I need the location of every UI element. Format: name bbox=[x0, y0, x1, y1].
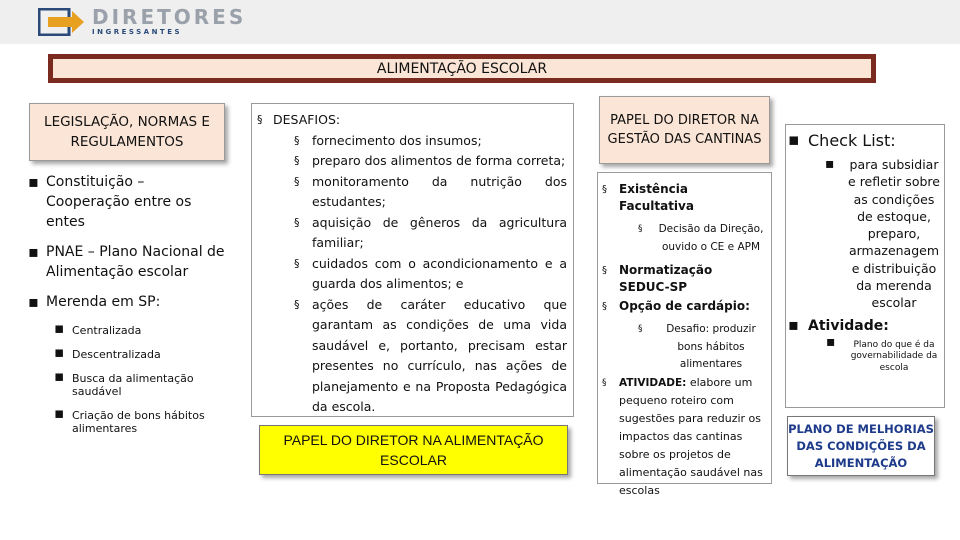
logo-word: DIRETORES bbox=[92, 5, 247, 29]
checklist-box bbox=[785, 124, 945, 408]
activity-heading: ▪ Atividade: bbox=[788, 316, 942, 336]
improvement-plan-text: PLANO DE MELHORIAS DAS CONDIÇÕES DA ALIMENTAÇÃO bbox=[788, 421, 934, 470]
list-subitem: ▪ Descentralizada bbox=[54, 348, 228, 361]
director-role-callout bbox=[259, 425, 568, 475]
activity-text: elabore um pequeno roteiro com sugestões para reduzir os impactos das cantinas sobre os projetos de alimentação saudável nas escolas bbox=[619, 375, 763, 497]
page-title: ALIMENTAÇÃO ESCOLAR bbox=[376, 60, 548, 77]
logo-subtitle: INGRESSANTES bbox=[92, 28, 183, 36]
list-subitem: ▪ Busca da alimentação saudável bbox=[54, 372, 228, 398]
legislation-heading-box bbox=[29, 103, 225, 161]
challenge-item: § ações de caráter educativo que garantam as condições de uma vida saudável e, portanto, precisam estar presentes no currículo, nas ações de planejamento e na Proposta Pedagógica da escola. bbox=[257, 295, 567, 418]
challenge-item: § preparo dos alimentos de forma correta; bbox=[257, 151, 567, 172]
activity-item bbox=[602, 374, 766, 500]
challenges-box bbox=[251, 103, 574, 417]
checklist-item: ▪ para subsidiar e refletir sobre as condições de estoque, preparo, armazenagem e distribuição da merenda escolar bbox=[788, 156, 942, 312]
list-item: ▪ PNAE – Plano Nacional de Alimentação escolar bbox=[28, 242, 228, 282]
list-subitem: § Desafio: produzir bons hábitos alimentares bbox=[602, 321, 766, 374]
challenge-item: § aquisição de gêneros da agricultura familiar; bbox=[257, 213, 567, 254]
challenges-heading: § DESAFIOS: bbox=[257, 110, 567, 131]
improvement-plan-box bbox=[787, 416, 935, 476]
activity-subitem: ▪ Plano do que é da governabilidade da escola bbox=[788, 340, 942, 375]
logo-arrow-icon bbox=[38, 8, 86, 36]
canteen-role-box bbox=[597, 172, 772, 497]
list-item: ▪ Constituição – Cooperação entre os entes bbox=[28, 172, 228, 232]
legislation-heading: LEGISLAÇÃO, NORMAS E REGULAMENTOS bbox=[44, 114, 210, 150]
challenge-item: § monitoramento da nutrição dos estudantes; bbox=[257, 172, 567, 213]
activity-label: ATIVIDADE: bbox=[619, 376, 687, 389]
canteen-role-heading-box bbox=[599, 96, 770, 164]
list-item: § Existência Facultativa bbox=[602, 181, 766, 215]
header-band bbox=[0, 0, 960, 44]
challenge-item: § cuidados com o acondicionamento e a guarda dos alimentos; e bbox=[257, 254, 567, 295]
challenge-item: § fornecimento dos insumos; bbox=[257, 131, 567, 152]
logo bbox=[38, 7, 246, 37]
legislation-list bbox=[28, 172, 228, 446]
checklist-heading: ▪ Check List: bbox=[788, 130, 942, 152]
list-subitem: § Decisão da Direção, ouvido o CE e APM bbox=[602, 221, 766, 256]
list-subitem: ▪ Criação de bons hábitos alimentares bbox=[54, 409, 228, 435]
director-role-callout-text: PAPEL DO DIRETOR NA ALIMENTAÇÃO ESCOLAR bbox=[283, 432, 544, 468]
list-item: § Normatização SEDUC-SP bbox=[602, 262, 766, 296]
canteen-role-heading: PAPEL DO DIRETOR NA GESTÃO DAS CANTINAS bbox=[607, 113, 762, 147]
title-bar bbox=[48, 54, 876, 83]
list-subitem: ▪ Centralizada bbox=[54, 324, 228, 337]
list-item: § Opção de cardápio: bbox=[602, 298, 766, 315]
list-item: ▪ Merenda em SP: bbox=[28, 292, 228, 312]
